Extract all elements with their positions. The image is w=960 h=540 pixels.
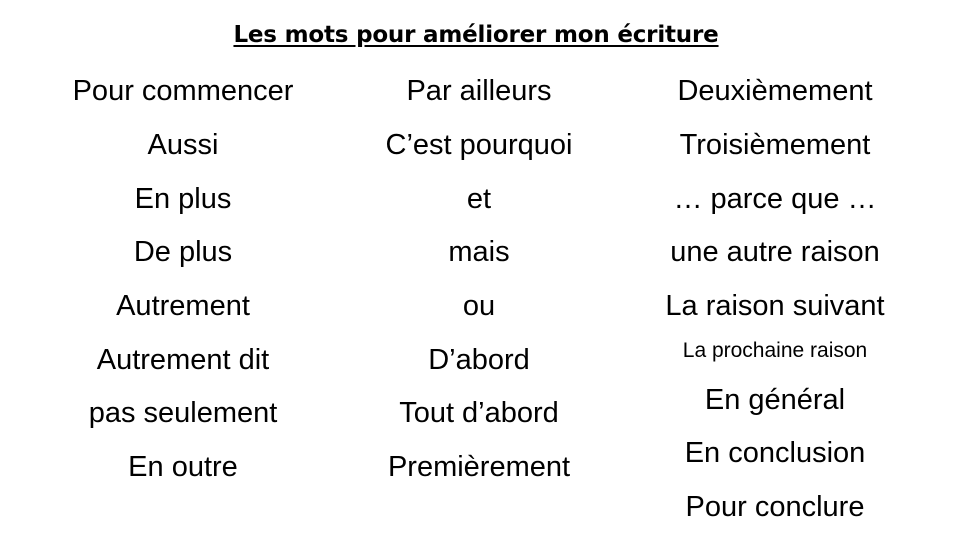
word-item: D’abord bbox=[428, 344, 530, 376]
word-item: Pour conclure bbox=[685, 491, 865, 523]
word-item: La prochaine raison bbox=[682, 339, 868, 362]
page-title: Les mots pour améliorer mon écriture bbox=[233, 22, 719, 48]
word-item: Par ailleurs bbox=[406, 75, 552, 107]
word-item: Autrement dit bbox=[96, 344, 270, 376]
word-item: Autrement bbox=[116, 290, 250, 322]
word-item: Premièrement bbox=[387, 451, 571, 483]
word-item: une autre raison bbox=[670, 236, 880, 268]
word-item: Deuxièmement bbox=[677, 75, 873, 107]
word-item: En général bbox=[704, 384, 846, 416]
word-item: Pour commencer bbox=[72, 75, 294, 107]
word-item: Aussi bbox=[147, 129, 219, 161]
word-item: C’est pourquoi bbox=[385, 129, 573, 161]
word-item: De plus bbox=[133, 236, 233, 268]
word-item: En conclusion bbox=[684, 437, 866, 469]
word-item: Troisièmement bbox=[679, 129, 871, 161]
word-item: ou bbox=[462, 290, 496, 322]
word-item: pas seulement bbox=[88, 397, 278, 429]
word-item: En outre bbox=[128, 451, 238, 483]
word-item: mais bbox=[448, 236, 510, 268]
word-item: et bbox=[466, 183, 492, 215]
word-item: Tout d’abord bbox=[399, 397, 559, 429]
word-item: En plus bbox=[134, 183, 232, 215]
word-item: La raison suivant bbox=[665, 290, 885, 322]
word-item: … parce que … bbox=[673, 183, 877, 215]
